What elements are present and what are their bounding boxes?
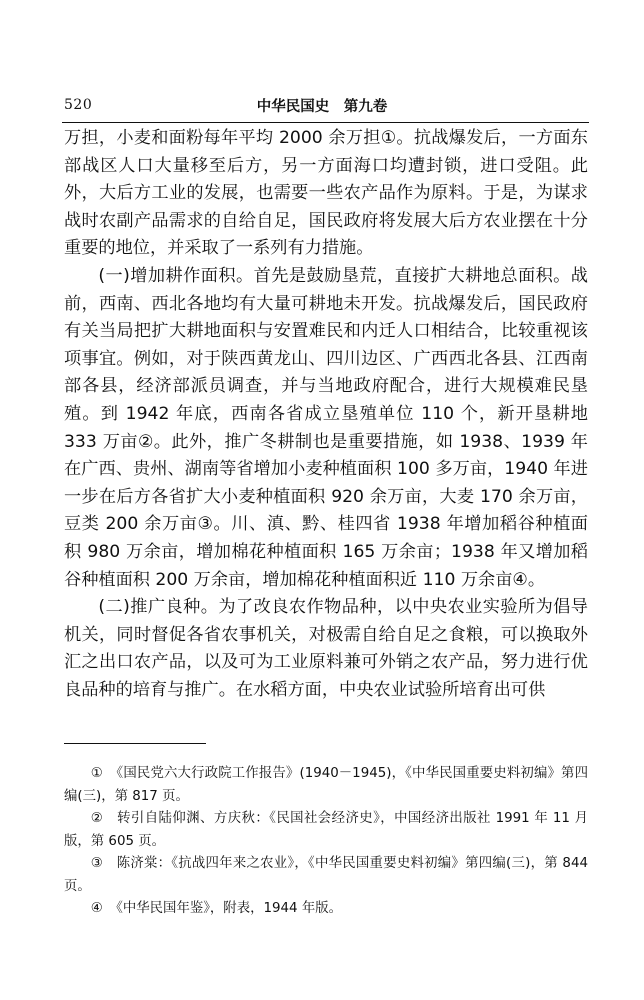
running-head: 中华民国史 第九卷: [256, 99, 388, 115]
page-number: 520: [64, 97, 93, 113]
body-paragraph: (一)增加耕作面积。首先是鼓励垦荒，直接扩大耕地总面积。战前，西南、西北各地均有大量可耕地未开发。抗战爆发后，国民政府有关当局把扩大耕地面积与安置难民和内迁人口相结合，比较重视该项事宜。例如，对于陕西黄龙山、四川边区、广西西北各县、江西南部各县，经济部派员调查，并与当地政府配合，进行大规模难民垦殖。到 1942 年底，西南各省成立垦殖单位 110 个，新开垦耕地 333 万亩②。此外，推广冬耕制也是重要措施，如 1938、1939 年在广西、贵州、湖南等省增加小麦种植面积 100 多万亩，1940 年进一步在后方各省扩大小麦种植面积 920 余万亩，大麦 170 余万亩，豆类 200 余万亩③。川、滇、黔、桂四省 1938 年增加稻谷种植面积 980 万余亩，增加棉花种植面积 165 万余亩；1938 年又增加稻谷种植面积 200 万余亩，增加棉花种植面积近 110 万余亩④。: [64, 265, 588, 590]
footnote: ② 转引自陆仰渊、方庆秋：《民国社会经济史》，中国经济出版社 1991 年 11 月版，第 605 页。: [64, 811, 588, 849]
footnote-rule: [64, 743, 206, 744]
footnote: ① 《国民党六大行政院工作报告》(1940－1945)，《中华民国重要史料初编》第四编(三)，第 817 页。: [64, 766, 588, 804]
header-rule: [62, 122, 589, 123]
footnote: ④ 《中华民国年鉴》，附表，1944 年版。: [90, 901, 342, 916]
footnote: ③ 陈济棠：《抗战四年来之农业》，《中华民国重要史料初编》第四编(三)，第 844 页。: [64, 856, 588, 894]
body-text: [64, 125, 588, 704]
body-paragraph: (二)推广良种。为了改良农作物品种，以中央农业实验所为倡导机关，同时督促各省农事机关，对极需自给自足之食粮，可以换取外汇之出口农产品，以及可为工业原料兼可外销之农产品，努力进行优良品种的培育与推广。在水稻方面，中央农业试验所培育出可供: [64, 597, 588, 700]
footnotes: [64, 763, 588, 921]
body-paragraph: 万担，小麦和面粉每年平均 2000 余万担①。抗战爆发后，一方面东部战区人口大量移至后方，另一方面海口均遭封锁，进口受阻。此外，大后方工业的发展，也需要一些农产品作为原料。于是，为谋求战时农副产品需求的自给自足，国民政府将发展大后方农业摆在十分重要的地位，并采取了一系列有力措施。: [64, 128, 588, 259]
